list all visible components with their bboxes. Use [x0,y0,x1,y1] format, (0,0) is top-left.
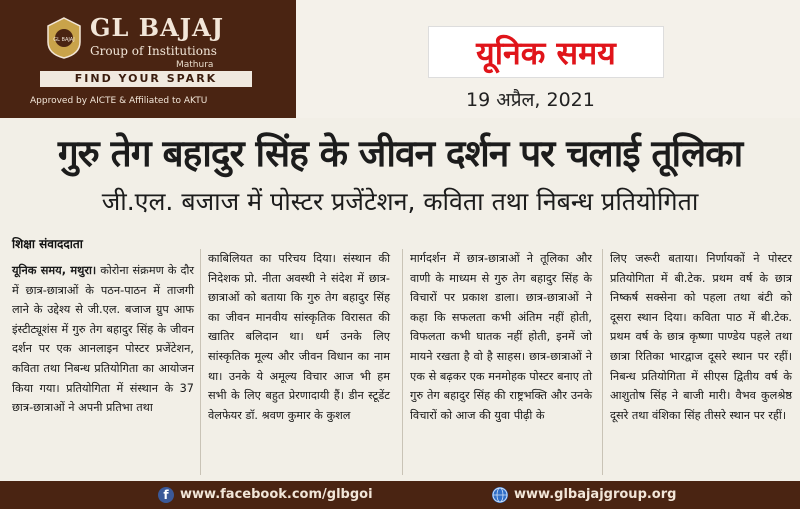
article-lead: यूनिक समय, मथुरा। [12,264,97,277]
article-column-3: मार्गदर्शन में छात्र-छात्राओं ने तूलिका और वाणी के माध्यम से गुरु तेग बहादुर सिंह के विचारों पर प्रकाश डाला। छात्र-छात्राओं ने कहा कि सफलता कभी अंतिम नहीं होती, विफलता कभी घातक नहीं होती, इनमें जो मायने रखता है वो है साहस। छात्र-छात्राओं ने एक से बढ़कर एक मनमोहक पोस्टर बनाए तो गुरु तेग बहादुर सिंह की राष्ट्रभक्ति और उनके विचारों को आज की युवा पीढ़ी के [410,252,592,422]
article-column-1 [12,261,194,418]
publication-date: 19 अप्रैल, 2021 [466,89,595,111]
column-1-text: कोरोना संक्रमण के दौर में छात्र-छात्राओं के पठन-पाठन में ताजगी लाने के उद्देश्य से जी.एल. बजाज ग्रुप आफ इंस्टीट्यूशंस में गुरु तेग बहादुर सिंह के जीवन दर्शन पर एक आनलाइन पोस्टर प्रजेंटेशन, कविता तथा निबन्ध प्रतियोगिता का आयोजन किया गया। प्रतियोगिता में संस्थान के 37 छात्र-छात्राओं ने अपनी प्रतिभा तथा [12,264,195,415]
approval-text: Approved by AICTE & Affiliated to AKTU [30,96,208,106]
website-link[interactable]: www.glbajajgroup.org [514,487,677,502]
footer [0,481,800,509]
brand-group: Group of Institutions [90,44,217,58]
brand-name: GL BAJAJ [90,13,224,42]
header [0,0,800,118]
article-byline: शिक्षा संवाददाता [12,237,83,251]
seal-text: GL BAJAJ [53,37,75,43]
newspaper-name: यूनिक समय [476,33,616,72]
column-divider [200,249,201,475]
article-subheadline: जी.एल. बजाज में पोस्टर प्रजेंटेशन, कविता तथा निबन्ध प्रतियोगिता [101,187,699,216]
college-seal-icon [44,16,84,60]
brand-panel [0,0,296,118]
globe-icon [492,487,508,503]
newspaper-masthead [428,26,664,78]
facebook-link[interactable]: www.facebook.com/glbgoi [180,487,373,502]
column-divider [602,249,603,475]
tagline-banner: FIND YOUR SPARK [40,71,252,87]
column-divider [402,249,403,475]
facebook-icon: f [158,487,174,503]
brand-city: Mathura [176,60,214,70]
news-clipping [0,118,800,481]
article-column-2: काबिलियत का परिचय दिया। संस्थान की निदेशक प्रो. नीता अवस्थी ने संदेश में छात्र-छात्राओं को बताया कि गुरु तेग बहादुर सिंह का जीवन मानवीय सांस्कृतिक विरासत की खातिर बलिदान था। धर्म उनके लिए सांस्कृतिक मूल्य और जीवन विधान का नाम था। उनके ये अमूल्य विचार आज भी हम सभी के लिए बहुत प्रेरणादायी हैं। डीन स्टूडेंट वेलफेयर डॉ. श्रवण कुमार के कुशल [208,252,390,422]
article-column-4: लिए जरूरी बताया। निर्णायकों ने पोस्टर प्रतियोगिता में बी.टेक. प्रथम वर्ष के छात्र निष्कर्ष सक्सेना को पहला तथा बंटी को दूसरा स्थान दिया। कविता पाठ में बी.टेक. प्रथम वर्ष के छात्र कृष्णा पाण्डेय पहले तथा छात्रा रितिका भारद्वाज दूसरे स्थान पर रहीं। निबन्ध प्रतियोगिता में सीएस द्वितीय वर्ष के आशुतोष सिंह ने बाजी मारी। वैभव कुलश्रेष्ठ दूसरे तथा वंशिका सिंह तीसरे स्थान पर रहीं। [610,252,792,422]
article-headline: गुरु तेग बहादुर सिंह के जीवन दर्शन पर चलाई तूलिका [57,132,743,175]
